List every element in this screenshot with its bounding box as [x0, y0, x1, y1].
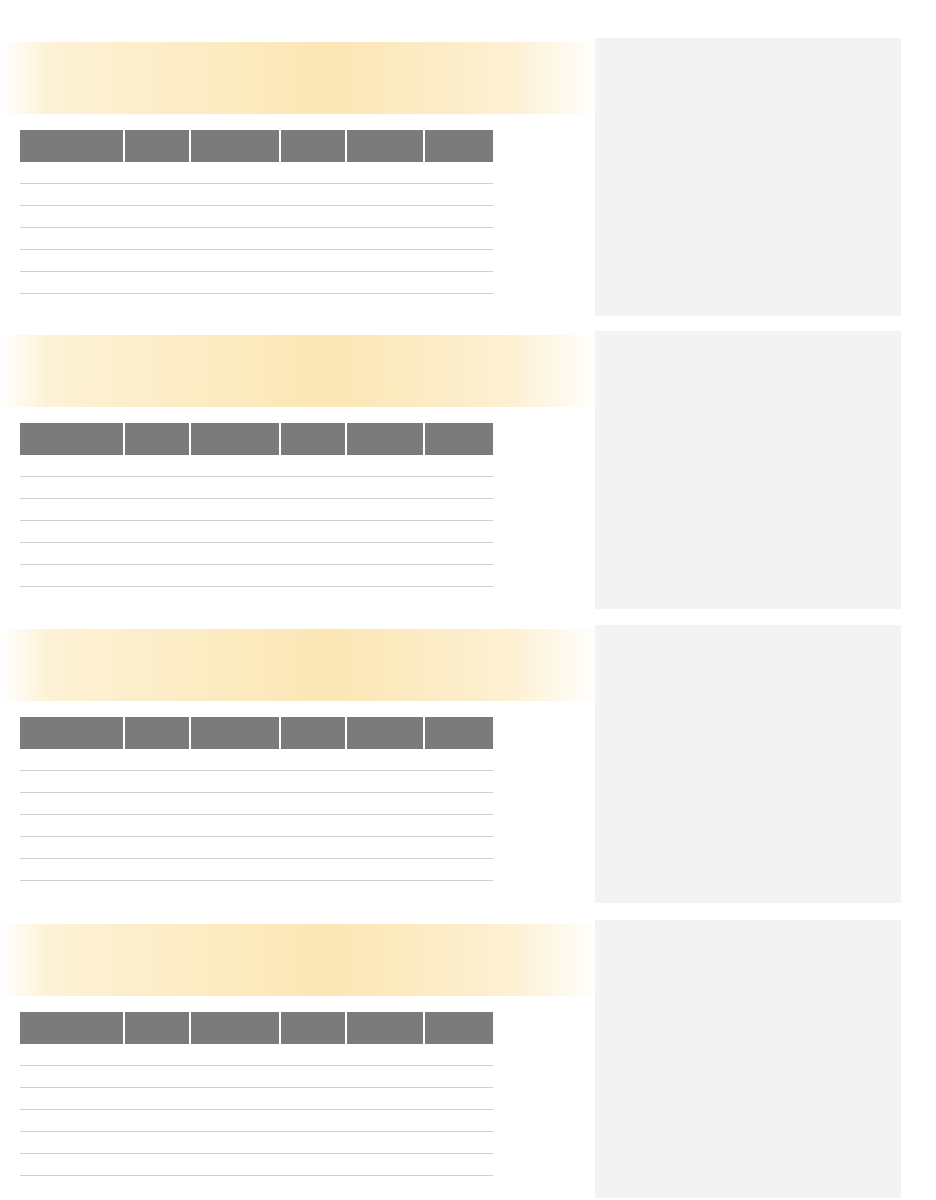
table-cell [190, 521, 280, 543]
table-cell [20, 499, 124, 521]
table-row [20, 565, 493, 587]
table-cell [280, 859, 346, 881]
table-cell [20, 250, 124, 272]
table-cell [346, 1110, 424, 1132]
table-row [20, 771, 493, 793]
table-cell [190, 1154, 280, 1176]
header-item [20, 130, 124, 162]
table-cell [346, 859, 424, 881]
header-qty-box [280, 423, 346, 455]
table-cell [346, 206, 424, 228]
header-band [0, 629, 600, 701]
table-cell [190, 565, 280, 587]
folder-illustration [595, 625, 901, 903]
table-cell [124, 477, 190, 499]
table-cell [190, 859, 280, 881]
table-cell [346, 1066, 424, 1088]
table-cell [424, 1066, 493, 1088]
table-cell [20, 565, 124, 587]
table-cell [346, 1088, 424, 1110]
table-row [20, 250, 493, 272]
table-cell [190, 250, 280, 272]
table-cell [424, 250, 493, 272]
header-fastener-position [190, 717, 280, 749]
table-cell [424, 859, 493, 881]
folder-illustration [595, 331, 901, 609]
table-cell [280, 1088, 346, 1110]
table-cell [124, 521, 190, 543]
table-cell [124, 1044, 190, 1066]
table-row [20, 543, 493, 565]
table-cell [124, 228, 190, 250]
header-qty-ctn [346, 1012, 424, 1044]
table-cell [346, 1154, 424, 1176]
table-cell [424, 272, 493, 294]
table-cell [280, 749, 346, 771]
table-cell [346, 455, 424, 477]
table-cell [280, 565, 346, 587]
product-section-bet [0, 301, 936, 597]
product-section-mr [0, 595, 936, 891]
table-header-row [20, 717, 493, 749]
table-cell [20, 1154, 124, 1176]
table-cell [190, 749, 280, 771]
table-cell [346, 184, 424, 206]
table-cell [124, 543, 190, 565]
table-row [20, 228, 493, 250]
table-cell [20, 859, 124, 881]
table-cell [424, 1132, 493, 1154]
table-cell [346, 565, 424, 587]
table-row [20, 499, 493, 521]
table-cell [124, 859, 190, 881]
table-cell [346, 1132, 424, 1154]
table-row [20, 815, 493, 837]
header-qty-box [280, 1012, 346, 1044]
header-paper-weight [124, 1012, 190, 1044]
table-cell [280, 837, 346, 859]
spec-table [20, 130, 493, 294]
table-cell [424, 162, 493, 184]
table-cell [190, 837, 280, 859]
table-cell [346, 749, 424, 771]
table-cell [346, 521, 424, 543]
header-lb [424, 130, 493, 162]
header-lb [424, 1012, 493, 1044]
table-cell [346, 793, 424, 815]
table-cell [190, 815, 280, 837]
table-cell [124, 565, 190, 587]
table-cell [346, 837, 424, 859]
table-row [20, 184, 493, 206]
table-cell [20, 771, 124, 793]
table-cell [346, 543, 424, 565]
table-header-row [20, 1012, 493, 1044]
table-cell [20, 749, 124, 771]
table-cell [280, 771, 346, 793]
header-item [20, 717, 124, 749]
table-cell [424, 543, 493, 565]
table-cell [20, 543, 124, 565]
table-cell [424, 1044, 493, 1066]
table-cell [124, 771, 190, 793]
header-fastener-position [190, 1012, 280, 1044]
table-cell [424, 184, 493, 206]
header-paper-weight [124, 717, 190, 749]
table-cell [20, 272, 124, 294]
table-cell [424, 793, 493, 815]
table-cell [424, 1110, 493, 1132]
table-cell [20, 815, 124, 837]
table-row [20, 1154, 493, 1176]
table-row [20, 455, 493, 477]
table-cell [20, 1044, 124, 1066]
table-cell [190, 543, 280, 565]
header-qty-box [280, 717, 346, 749]
header-lb [424, 717, 493, 749]
table-cell [280, 455, 346, 477]
table-cell [20, 1066, 124, 1088]
table-header-row [20, 130, 493, 162]
table-cell [424, 1154, 493, 1176]
table-row [20, 477, 493, 499]
table-row [20, 1110, 493, 1132]
table-cell [346, 250, 424, 272]
table-cell [20, 521, 124, 543]
table-cell [190, 1110, 280, 1132]
table-cell [20, 1088, 124, 1110]
spec-table [20, 423, 493, 587]
table-cell [20, 1132, 124, 1154]
table-cell [280, 1044, 346, 1066]
table-cell [424, 565, 493, 587]
header-lb [424, 423, 493, 455]
table-cell [190, 1132, 280, 1154]
table-cell [346, 1044, 424, 1066]
header-qty-ctn [346, 717, 424, 749]
table-cell [280, 815, 346, 837]
table-cell [124, 1088, 190, 1110]
table-cell [190, 1066, 280, 1088]
table-cell [124, 793, 190, 815]
table-cell [124, 1132, 190, 1154]
table-cell [424, 837, 493, 859]
table-cell [280, 1066, 346, 1088]
header-qty-ctn [346, 130, 424, 162]
table-cell [124, 837, 190, 859]
table-row [20, 749, 493, 771]
folder-illustration [595, 920, 901, 1198]
table-cell [20, 1110, 124, 1132]
table-row [20, 1132, 493, 1154]
header-band [0, 924, 600, 996]
table-cell [20, 455, 124, 477]
header-paper-weight [124, 423, 190, 455]
table-cell [190, 206, 280, 228]
table-cell [20, 837, 124, 859]
table-cell [190, 455, 280, 477]
spec-table [20, 1012, 493, 1176]
table-row [20, 272, 493, 294]
table-cell [280, 477, 346, 499]
table-header-row [20, 423, 493, 455]
table-cell [280, 250, 346, 272]
header-item [20, 1012, 124, 1044]
table-row [20, 1066, 493, 1088]
spec-table [20, 717, 493, 881]
table-cell [20, 184, 124, 206]
table-cell [190, 228, 280, 250]
header-qty-box [280, 130, 346, 162]
product-section-mam [0, 890, 936, 1186]
table-cell [124, 272, 190, 294]
table-cell [124, 815, 190, 837]
table-cell [280, 162, 346, 184]
table-cell [190, 477, 280, 499]
header-qty-ctn [346, 423, 424, 455]
table-cell [190, 499, 280, 521]
header-band [0, 42, 600, 114]
table-cell [124, 749, 190, 771]
table-cell [20, 206, 124, 228]
table-cell [346, 228, 424, 250]
table-cell [346, 771, 424, 793]
table-cell [424, 206, 493, 228]
table-cell [190, 793, 280, 815]
product-section-jret [0, 8, 936, 304]
table-cell [280, 543, 346, 565]
table-cell [346, 815, 424, 837]
table-cell [280, 272, 346, 294]
header-fastener-position [190, 423, 280, 455]
table-cell [20, 477, 124, 499]
table-cell [20, 228, 124, 250]
table-cell [124, 455, 190, 477]
table-cell [424, 228, 493, 250]
table-cell [424, 1088, 493, 1110]
table-cell [190, 1088, 280, 1110]
table-cell [346, 272, 424, 294]
table-cell [280, 1154, 346, 1176]
table-cell [124, 162, 190, 184]
table-cell [124, 250, 190, 272]
table-cell [280, 1132, 346, 1154]
table-row [20, 859, 493, 881]
table-cell [124, 1066, 190, 1088]
table-cell [124, 184, 190, 206]
table-row [20, 837, 493, 859]
table-cell [424, 455, 493, 477]
header-item [20, 423, 124, 455]
table-cell [280, 1110, 346, 1132]
table-cell [346, 499, 424, 521]
table-cell [190, 272, 280, 294]
table-cell [124, 1110, 190, 1132]
table-cell [424, 499, 493, 521]
header-fastener-position [190, 130, 280, 162]
table-cell [280, 184, 346, 206]
table-cell [424, 521, 493, 543]
table-cell [346, 477, 424, 499]
table-cell [280, 499, 346, 521]
table-row [20, 793, 493, 815]
table-cell [424, 477, 493, 499]
table-cell [124, 499, 190, 521]
table-cell [424, 815, 493, 837]
table-cell [280, 228, 346, 250]
table-row [20, 162, 493, 184]
table-cell [280, 206, 346, 228]
header-paper-weight [124, 130, 190, 162]
header-band [0, 335, 600, 407]
folder-illustration [595, 38, 901, 316]
table-cell [20, 162, 124, 184]
table-row [20, 1044, 493, 1066]
table-row [20, 1088, 493, 1110]
table-cell [190, 771, 280, 793]
table-cell [124, 1154, 190, 1176]
table-cell [346, 162, 424, 184]
table-cell [190, 162, 280, 184]
table-cell [190, 1044, 280, 1066]
table-row [20, 521, 493, 543]
table-cell [190, 184, 280, 206]
table-row [20, 206, 493, 228]
table-cell [20, 793, 124, 815]
table-cell [424, 749, 493, 771]
table-cell [280, 521, 346, 543]
table-cell [124, 206, 190, 228]
table-cell [424, 771, 493, 793]
table-cell [280, 793, 346, 815]
